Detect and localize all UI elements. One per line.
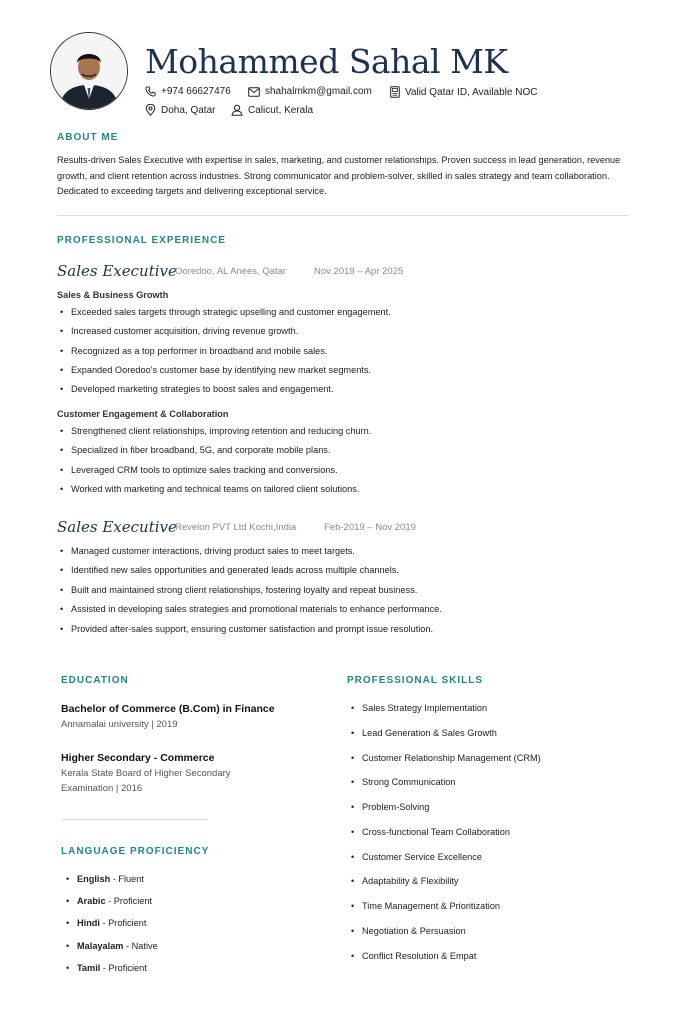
job-company: Revelon PVT Ltd Kochi,India	[175, 522, 297, 533]
skill-item: • Sales Strategy Implementation	[348, 703, 541, 728]
hometown	[231, 104, 313, 116]
skills-list	[348, 703, 541, 975]
bullet-item: • Increased customer acquisition, driving revenue growth.	[57, 326, 391, 345]
phone-number: +974 66627476	[161, 86, 231, 97]
language-name: Tamil	[77, 962, 101, 973]
language-level: - Proficient	[100, 962, 147, 973]
skill-item: • Adaptability & Flexibility	[348, 876, 541, 901]
skills-heading: PROFESSIONAL SKILLS	[347, 675, 484, 686]
bullet-item: • Developed marketing strategies to boost sales and engagement.	[57, 384, 391, 403]
visa-status	[390, 86, 537, 98]
institution-year: Examination | 2016	[61, 783, 143, 794]
skill-item: • Problem-Solving	[348, 802, 541, 827]
bullet-item: • Identified new sales opportunities and generated leads across multiple channels.	[57, 565, 442, 584]
language-item	[63, 941, 158, 963]
language-level: - Fluent	[110, 874, 144, 884]
language-name: Hindi	[77, 918, 100, 929]
visa-text: Valid Qatar ID, Available NOC	[405, 86, 538, 98]
language-name: English	[77, 874, 111, 884]
location-pin-icon	[145, 104, 156, 116]
email-address: shahalmkm@gmail.com	[265, 86, 372, 97]
job-bullets	[57, 546, 442, 643]
bullet-item: • Strengthened client relationships, improving retention and reducing churn.	[57, 426, 371, 445]
skill-item: • Customer Service Excellence	[348, 852, 541, 877]
bullet-item: • Leveraged CRM tools to optimize sales tracking and conversions.	[57, 465, 371, 484]
language-item	[63, 918, 158, 940]
experience-heading: PROFESSIONAL EXPERIENCE	[57, 235, 226, 246]
job-dates: Nov 2019 – Apr 2025	[314, 266, 404, 277]
skill-item: • Lead Generation & Sales Growth	[348, 728, 541, 753]
job-bullets	[57, 426, 371, 503]
hometown-text: Calicut, Kerala	[248, 104, 314, 116]
education-heading: EDUCATION	[61, 675, 129, 686]
phone-icon	[145, 86, 156, 97]
language-item	[63, 896, 158, 918]
bullet-item: • Provided after-sales support, ensuring customer satisfaction and prompt issue resolution.	[57, 624, 442, 643]
bullet-item: • Assisted in developing sales strategies and promotional materials to enhance performance.	[57, 604, 442, 623]
bullet-item: • Specialized in fiber broadband, 5G, and corporate mobile plans.	[57, 445, 371, 464]
bullet-item: • Expanded Ooredoo's customer base by identifying new market segments.	[57, 365, 391, 384]
language-name: Malayalam	[77, 940, 124, 951]
language-list	[63, 874, 158, 985]
skill-item: • Customer Relationship Management (CRM)	[348, 753, 541, 778]
skill-item: • Negotiation & Persuasion	[348, 926, 541, 951]
skill-item: • Time Management & Prioritization	[348, 901, 541, 926]
language-name: Arabic	[77, 896, 106, 907]
skill-item: • Cross-functional Team Collaboration	[348, 827, 541, 852]
avatar	[50, 32, 128, 110]
degree-title: Bachelor of Commerce (B.Com) in Finance	[61, 703, 275, 715]
skill-item: • Strong Communication	[348, 777, 541, 802]
job-subheading: Sales & Business Growth	[57, 290, 169, 300]
phone-contact[interactable]	[145, 86, 231, 97]
bullet-item: • Built and maintained strong client relationships, fostering loyalty and repeat business.	[57, 585, 442, 604]
divider	[57, 215, 629, 216]
job-bullets	[57, 307, 391, 403]
full-name: Mohammed Sahal MK	[145, 42, 508, 81]
language-item	[63, 963, 158, 985]
email-contact[interactable]	[248, 86, 372, 97]
job-dates: Feb-2019 – Nov 2019	[324, 522, 416, 533]
person-icon	[231, 104, 243, 116]
job-subheading: Customer Engagement & Collaboration	[57, 409, 229, 419]
about-heading: ABOUT ME	[57, 132, 119, 143]
bullet-item: • Managed customer interactions, driving product sales to meet targets.	[57, 546, 442, 565]
id-card-icon	[390, 86, 400, 98]
job-title: Sales Executive	[57, 262, 177, 280]
profile-photo	[51, 33, 127, 109]
language-level: - Proficient	[99, 918, 147, 929]
institution: Annamalai university | 2019	[61, 719, 178, 730]
about-text: Results-driven Sales Executive with expertise in sales, marketing, and customer relationships. Proven success in lead generation, revenue growth, and client retention across industries. Strong communicator and problem-solver, skilled in sales strategy and team collaboration. Dedicated to exceeding targets and delivering exceptional service.	[57, 155, 621, 196]
degree-title: Higher Secondary - Commerce	[61, 752, 215, 764]
skill-item: • Conflict Resolution & Empat	[348, 951, 541, 976]
job-title: Sales Executive	[57, 518, 177, 536]
location-text: Doha, Qatar	[161, 104, 216, 116]
bullet-item: • Recognized as a top performer in broadband and mobile sales.	[57, 346, 391, 365]
language-heading: LANGUAGE PROFICIENCY	[61, 846, 210, 857]
mail-icon	[248, 87, 260, 97]
language-level: - Proficient	[105, 896, 153, 907]
job-company: Ooredoo, AL Anees, Qatar	[175, 266, 287, 277]
institution: Kerala State Board of Higher Secondary	[61, 768, 231, 779]
bullet-item: • Exceeded sales targets through strategic upselling and customer engagement.	[57, 307, 391, 326]
bullet-item: • Worked with marketing and technical teams on tailored client solutions.	[57, 484, 371, 503]
location	[145, 104, 215, 116]
divider	[61, 819, 208, 820]
language-item	[63, 874, 158, 896]
language-level: - Native	[123, 940, 158, 951]
